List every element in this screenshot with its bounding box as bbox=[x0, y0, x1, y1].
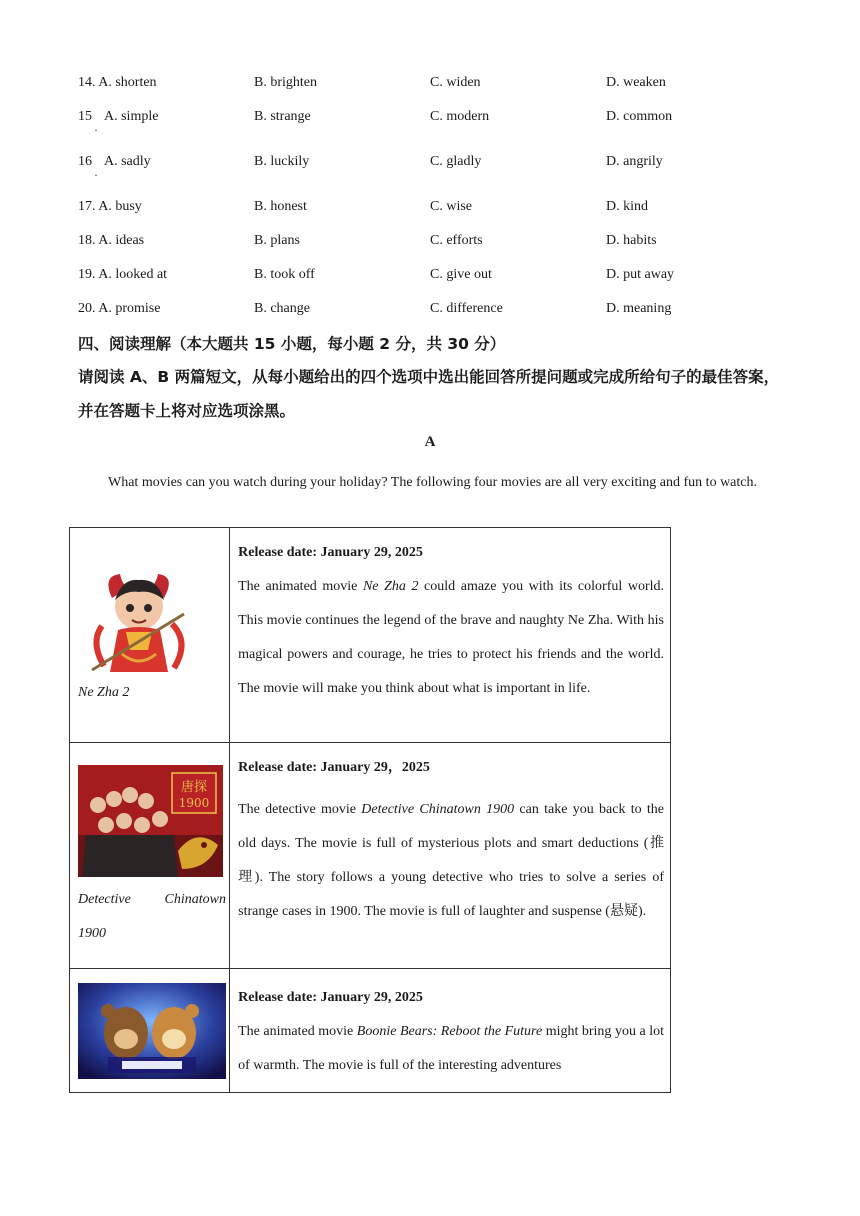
option-b: B. honest bbox=[254, 199, 307, 214]
movie-title: Ne Zha 2 bbox=[362, 579, 419, 594]
stray-dot: · bbox=[94, 168, 98, 182]
movies-table bbox=[69, 527, 671, 1093]
release-date: Release date: January 29，2025 bbox=[238, 760, 430, 775]
movie-description: The animated movie Boonie Bears: Reboot the Future might bring you a lot of warmth. The movie is full of the interesting adventures bbox=[238, 1024, 664, 1073]
movie-description: The detective movie Detective Chinatown 1900 can take you back to the old days. The movie is full of mysterious plots and smart deductions (推理). The story follows a young detective who tries to solve a series of strange cases in 1900. The movie is full of laughter and suspense (悬疑). bbox=[238, 802, 664, 919]
option-a: 19. A. looked at bbox=[78, 267, 168, 282]
passage-label: A bbox=[424, 434, 436, 450]
movie-row-boonie bbox=[70, 969, 671, 1093]
option-d: D. meaning bbox=[606, 301, 672, 316]
option-c: C. give out bbox=[430, 267, 492, 282]
option-b: B. plans bbox=[254, 233, 300, 248]
option-c: C. efforts bbox=[430, 233, 483, 248]
movie-name: Detective Chinatown 1900 bbox=[78, 883, 226, 951]
question-number: 16 bbox=[78, 154, 92, 169]
movie-image-cell bbox=[70, 969, 230, 1093]
movie-description-cell bbox=[230, 969, 671, 1093]
passage-intro: What movies can you watch during your holiday? The following four movies are all very exciting and fun to watch. bbox=[108, 475, 758, 490]
movie-title: Boonie Bears: Reboot the Future bbox=[356, 1024, 543, 1039]
movie-image-cell bbox=[70, 743, 230, 969]
nezha-character-image bbox=[82, 570, 198, 672]
svg-text:1900: 1900 bbox=[178, 796, 210, 810]
option-d: D. habits bbox=[606, 233, 657, 248]
option-a: A. sadly bbox=[104, 154, 151, 169]
movie-description: The animated movie Ne Zha 2 could amaze you with its colorful world. This movie continues the legend of the brave and naughty Ne Zha. With his magical powers and courage, he tries to protect his friends and the world. The movie will make you think about what is important in life. bbox=[238, 579, 664, 696]
option-a: A. simple bbox=[104, 109, 159, 124]
release-date: Release date: January 29, 2025 bbox=[238, 990, 423, 1005]
section-heading: 四、阅读理解（本大题共 15 小题，每小题 2 分，共 30 分） bbox=[78, 335, 506, 353]
option-c: C. gladly bbox=[430, 154, 482, 169]
option-b: B. brighten bbox=[254, 75, 317, 90]
movie-image-cell bbox=[70, 528, 230, 743]
option-b: B. change bbox=[254, 301, 310, 316]
option-b: B. strange bbox=[254, 109, 311, 124]
movie-description-cell bbox=[230, 528, 671, 743]
movie-title: Detective Chinatown 1900 bbox=[361, 802, 515, 817]
option-d: D. kind bbox=[606, 199, 648, 214]
option-a: 14. A. shorten bbox=[78, 75, 157, 90]
option-a: 17. A. busy bbox=[78, 199, 142, 214]
option-c: C. widen bbox=[430, 75, 481, 90]
option-d: D. put away bbox=[606, 267, 675, 282]
movie-name: Ne Zha 2 bbox=[78, 685, 130, 700]
option-c: C. modern bbox=[430, 109, 490, 124]
detective-chinatown-poster bbox=[78, 765, 223, 877]
option-d: D. common bbox=[606, 109, 673, 124]
question-number: 15 bbox=[78, 109, 92, 124]
release-date: Release date: January 29, 2025 bbox=[238, 545, 423, 560]
option-b: B. luckily bbox=[254, 154, 310, 169]
option-d: D. weaken bbox=[606, 75, 666, 90]
option-c: C. wise bbox=[430, 199, 472, 214]
section-instruction: 请阅读 A、B 两篇短文，从每小题给出的四个选项中选出能回答所提问题或完成所给句子的最佳答案，并在答题卡上将对应选项涂黑。 bbox=[78, 368, 780, 420]
movie-row-detective bbox=[70, 743, 671, 969]
option-c: C. difference bbox=[430, 301, 503, 316]
option-a: 20. A. promise bbox=[78, 301, 161, 316]
option-b: B. took off bbox=[254, 267, 315, 282]
movie-row-nezha bbox=[70, 528, 671, 743]
movie-name-line: Detective bbox=[78, 892, 131, 907]
boonie-bears-poster bbox=[78, 983, 226, 1079]
svg-text:唐探: 唐探 bbox=[180, 780, 208, 795]
movie-description-cell bbox=[230, 743, 671, 969]
option-d: D. angrily bbox=[606, 154, 663, 169]
option-a: 18. A. ideas bbox=[78, 233, 145, 248]
stray-dot: · bbox=[94, 123, 98, 137]
